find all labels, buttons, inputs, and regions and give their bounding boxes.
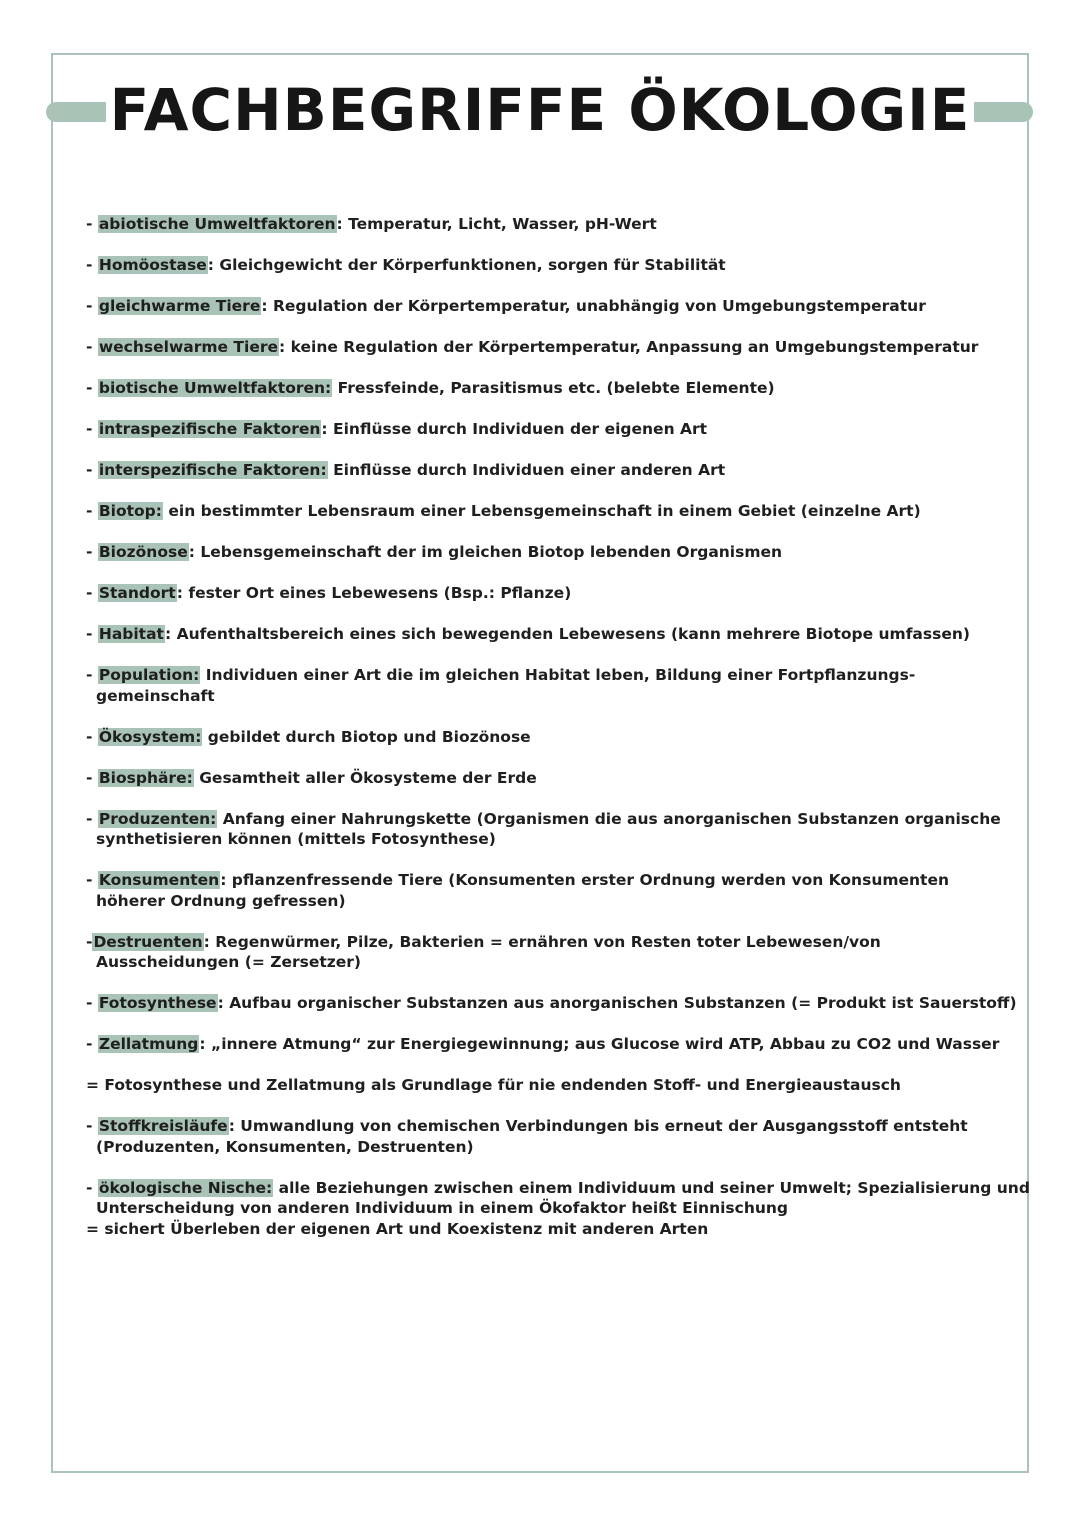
entry-description: Aufbau organischer Substanzen aus anorganischen Substanzen (= Produkt ist Sauerstoff)	[229, 994, 1017, 1012]
entry-description-continued: synthetisieren können (mittels Fotosynthese)	[96, 830, 496, 848]
entry-bullet: -	[86, 379, 98, 397]
entry-bullet: -	[86, 543, 98, 561]
entry-bullet: -	[86, 1035, 98, 1053]
entry-bullet: -	[86, 932, 93, 951]
entry-bullet: -	[86, 809, 98, 828]
glossary-entry	[86, 993, 1016, 1014]
entry-description: fester Ort eines Lebewesens (Bsp.: Pflanze)	[188, 584, 572, 602]
entry-bullet: -	[86, 1178, 98, 1197]
entry-description: Umwandlung von chemischen Verbindungen bis erneut der Ausgangsstoff entsteht	[240, 1117, 968, 1135]
entry-description: Anfang einer Nahrungskette (Organismen die aus anorganischen Substanzen organische	[222, 809, 1001, 828]
entry-bullet: -	[86, 256, 98, 274]
entry-bullet: -	[86, 727, 98, 746]
entry-separator: :	[207, 256, 220, 274]
entry-description-continued: (Produzenten, Konsumenten, Destruenten)	[96, 1137, 474, 1156]
entry-term: abiotische Umweltfaktoren	[98, 215, 336, 233]
entry-separator: :	[188, 543, 201, 561]
glossary-entry	[86, 870, 1016, 911]
entry-description: Temperatur, Licht, Wasser, pH-Wert	[348, 215, 657, 233]
summary-note: = sichert Überleben der eigenen Art und Koexistenz mit anderen Arten	[86, 1219, 709, 1238]
entry-separator: :	[321, 420, 334, 438]
entry-bullet: -	[86, 338, 98, 356]
entry-description: Lebensgemeinschaft der im gleichen Biotop lebenden Organismen	[200, 543, 783, 561]
glossary-entry	[86, 1116, 1016, 1157]
glossary-entry	[86, 665, 1016, 706]
entry-description-continued: höherer Ordnung gefressen)	[96, 891, 346, 910]
entry-bullet: -	[86, 625, 98, 643]
entry-bullet: -	[86, 666, 98, 684]
glossary-entry	[86, 214, 1016, 235]
entry-separator: :	[220, 871, 232, 889]
entry-description: Individuen einer Art die im gleichen Habitat leben, Bildung einer Fortpflanzungs-	[205, 666, 916, 684]
entry-separator: :	[203, 932, 216, 951]
entry-separator: :	[228, 1117, 241, 1135]
entry-separator: :	[164, 625, 177, 643]
entry-bullet: -	[86, 768, 98, 787]
glossary-entry	[86, 501, 1016, 522]
glossary-entry	[86, 727, 1016, 748]
entry-separator: :	[176, 584, 189, 602]
entry-term: Stoffkreisläufe	[98, 1117, 228, 1135]
entry-term: Habitat	[98, 625, 164, 643]
entry-description: Regenwürmer, Pilze, Bakterien = ernähren von Resten toter Lebewesen/von	[215, 932, 881, 951]
entry-description: keine Regulation der Körpertemperatur, Anpassung an Umgebungstemperatur	[290, 338, 979, 356]
entry-term: Zellatmung	[98, 1035, 199, 1053]
glossary-entry	[86, 419, 1016, 440]
glossary-entry	[86, 932, 1016, 973]
entry-separator: :	[217, 994, 230, 1012]
entry-description-continued: gemeinschaft	[96, 686, 215, 705]
entry-term: Biosphäre:	[98, 768, 193, 787]
entry-description-continued: Ausscheidungen (= Zersetzer)	[96, 953, 362, 971]
entry-term: Produzenten:	[98, 809, 217, 828]
entry-bullet: -	[86, 461, 98, 479]
entry-bullet: -	[86, 1117, 98, 1135]
entry-term: Population:	[98, 666, 200, 684]
page-title: FACHBEGRIFFE ÖKOLOGIE	[0, 70, 1080, 150]
entry-bullet: -	[86, 420, 98, 438]
entry-term: Biotop:	[98, 502, 162, 520]
entry-term: intraspezifische Faktoren	[98, 420, 321, 438]
entry-description: Einflüsse durch Individuen einer anderen Art	[333, 461, 726, 479]
glossary-entry	[86, 542, 1016, 563]
glossary-entry	[86, 583, 1016, 604]
entry-bullet: -	[86, 584, 98, 602]
entry-description: pflanzenfressende Tiere (Konsumenten erster Ordnung werden von Konsumenten	[231, 871, 950, 889]
entry-bullet: -	[86, 871, 98, 889]
entry-term: Destruenten	[93, 932, 203, 951]
entry-description: „innere Atmung“ zur Energiegewinnung; aus Glucose wird ATP, Abbau zu CO2 und Wasser	[211, 1035, 1000, 1053]
entry-bullet: -	[86, 297, 98, 315]
entry-bullet: -	[86, 215, 98, 233]
entry-description: alle Beziehungen zwischen einem Individuum und seiner Umwelt; Spezialisierung und	[278, 1178, 1030, 1197]
glossary-entry	[86, 1178, 1030, 1219]
entry-term: Fotosynthese	[98, 994, 217, 1012]
entry-term: interspezifische Faktoren:	[98, 461, 327, 479]
entry-separator: :	[279, 338, 291, 356]
entry-term: Homöostase	[98, 256, 207, 274]
entry-description: Aufenthaltsbereich eines sich bewegenden Lebewesens (kann mehrere Biotope umfassen)	[176, 625, 970, 643]
entry-description: Fressfeinde, Parasitismus etc. (belebte Elemente)	[337, 379, 775, 397]
entry-separator: :	[336, 215, 349, 233]
entry-term: biotische Umweltfaktoren:	[98, 379, 332, 397]
entry-term: Ökosystem:	[98, 727, 202, 746]
entry-term: Standort	[98, 584, 176, 602]
entry-term: gleichwarme Tiere	[98, 297, 261, 315]
entry-description: ein bestimmter Lebensraum einer Lebensgemeinschaft in einem Gebiet (einzelne Art)	[168, 502, 921, 520]
glossary-entry	[86, 255, 1016, 276]
entry-description: Gleichgewicht der Körperfunktionen, sorgen für Stabilität	[219, 256, 726, 274]
entry-term: wechselwarme Tiere	[98, 338, 278, 356]
glossary-entry	[86, 337, 1016, 358]
entry-description: Einflüsse durch Individuen der eigenen Art	[333, 420, 708, 438]
entry-description: Gesamtheit aller Ökosysteme der Erde	[199, 768, 537, 787]
glossary-entry	[86, 1034, 1016, 1055]
entry-separator: :	[199, 1035, 212, 1053]
glossary-entry	[86, 624, 1016, 645]
summary-note: = Fotosynthese und Zellatmung als Grundlage für nie endenden Stoff- und Energieaustausch	[86, 1076, 901, 1094]
glossary-entry	[86, 460, 1016, 481]
glossary-entry	[86, 378, 1016, 399]
glossary-entry	[86, 768, 1016, 789]
glossary-entry	[86, 809, 1016, 850]
entry-term: Biozönose	[98, 543, 188, 561]
glossary-list	[86, 214, 1030, 1260]
entry-term: Konsumenten	[98, 871, 220, 889]
entry-term: ökologische Nische:	[98, 1178, 273, 1197]
entry-bullet: -	[86, 994, 98, 1012]
entry-description: gebildet durch Biotop und Biozönose	[207, 727, 531, 746]
entry-bullet: -	[86, 502, 98, 520]
entry-description-continued: Unterscheidung von anderen Individuum in einem Ökofaktor heißt Einnischung	[96, 1199, 789, 1217]
glossary-entry	[86, 296, 1016, 317]
entry-description: Regulation der Körpertemperatur, unabhängig von Umgebungstemperatur	[272, 297, 926, 315]
entry-separator: :	[261, 297, 273, 315]
